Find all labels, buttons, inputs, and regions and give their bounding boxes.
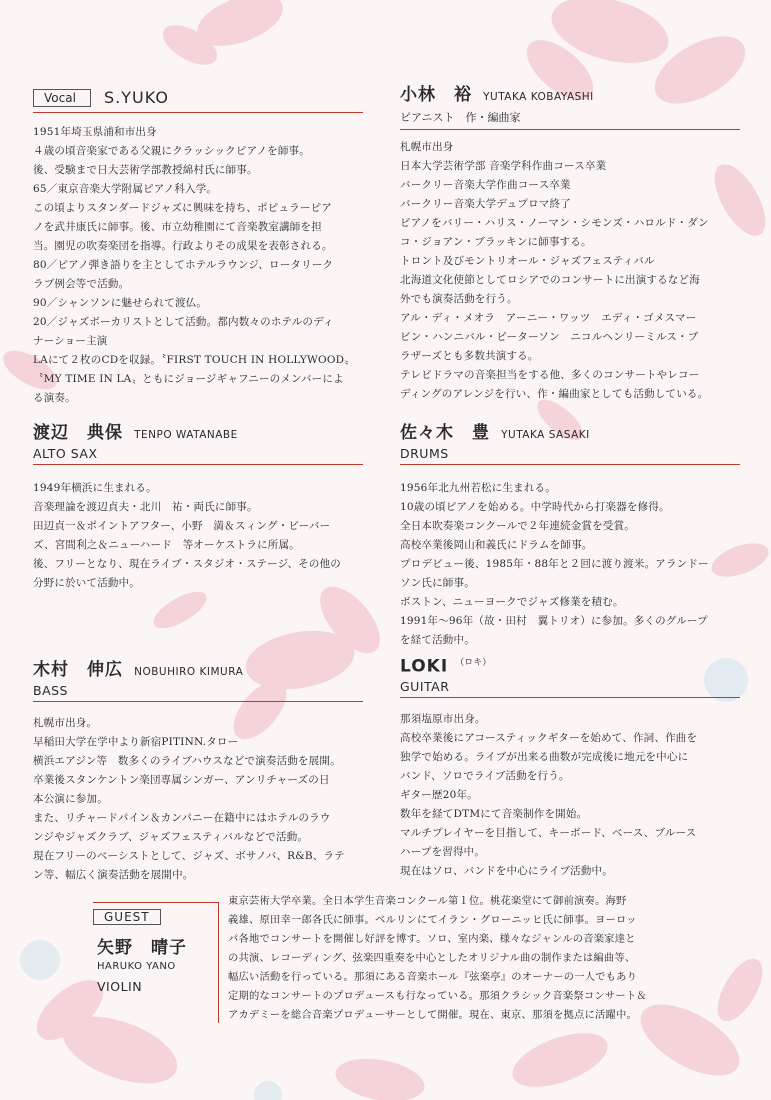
bio-line: 90／シャンソンに魅せられて渡仏。 <box>33 297 208 309</box>
bio-line: バークリー音楽大学デュプロマ終了 <box>400 198 571 210</box>
performer-roman-name: TENPO WATANABE <box>134 429 238 441</box>
performer-name: LOKI <box>400 656 449 677</box>
bio-line: ピアノをバリー・ハリス・ノーマン・シモンズ・ハロルド・ダン <box>400 217 709 229</box>
bio <box>400 710 740 881</box>
bio-line: パ各地でコンサートを開催し好評を博す。ソロ、室内楽、様々なジャンルの音楽家達と <box>228 933 636 945</box>
performer-name: 小林 裕 <box>400 85 472 105</box>
performer-role: ピアニスト 作・編曲家 <box>400 111 521 124</box>
bio-line: ンジやジャズクラブ、ジャズフェスティバルなどで活動。 <box>33 831 309 843</box>
section-sasaki <box>400 418 740 650</box>
bio-line: 札幌市出身 <box>400 141 454 153</box>
bio-line: 後、フリーとなり、現在ライブ・スタジオ・ステージ、その他の <box>33 558 341 570</box>
bio-line: 北海道文化使節としてロシアでのコンサートに出演するなど海 <box>400 274 700 286</box>
bio-line: ナーショー主演 <box>33 335 108 347</box>
bio-line: トロント及びモントリオール・ジャズフェスティバル <box>400 255 655 267</box>
bio-line: ４歳の頃音楽家である父親にクラッシックピアノを師事。 <box>33 145 310 157</box>
bio-line: 65／東京音楽大学附属ピアノ科入学。 <box>33 183 218 195</box>
section-header <box>33 88 363 113</box>
bio-line: ボストン、ニューヨークでジャズ修業を積む。 <box>400 596 624 608</box>
performer-role: ALTO SAX <box>33 446 98 461</box>
bio-line: を経て活動中。 <box>400 634 475 646</box>
bio-line: の共演、レコーディング、弦楽四重奏を中心としたオリジナル曲の制作または編曲等、 <box>228 952 636 964</box>
section-loki <box>400 655 740 881</box>
bio-line: 分野に於いて活動中。 <box>33 577 140 589</box>
bio-line: 横浜エアジン等 数多くのライブハウスなどで演奏活動を展開。 <box>33 755 341 767</box>
section-kimura <box>33 655 363 885</box>
bio-line: 札幌市出身。 <box>33 717 98 729</box>
section-header <box>400 655 740 698</box>
bio-line: ン等、幅広く演奏活動を展開中。 <box>33 869 194 881</box>
bio-line: ソン氏に師事。 <box>400 577 475 589</box>
bio-line: 20／ジャズボーカリストとして活動。都内数々のホテルのディ <box>33 316 334 328</box>
bio-line: 当。園児の吹奏楽団を指導。行政よりその成果を表彰される。 <box>33 240 333 252</box>
section-watanabe <box>33 418 363 593</box>
performer-roman-name: YUTAKA KOBAYASHI <box>483 91 594 103</box>
bio-line: 後、受験まで日大芸術学部教授綿村氏に師事。 <box>33 164 258 176</box>
performer-name: 木村 伸広 <box>33 660 123 680</box>
performer-role: DRUMS <box>400 446 449 461</box>
bio-line: 全日本吹奏楽コンクールで２年連続金賞を受賞。 <box>400 520 635 532</box>
bio-line: 1991年〜96年（故・田村 翼トリオ）に参加。多くのグループ <box>400 615 708 627</box>
bio-line: ディングのアレンジを行い、作・編曲家としても活動している。 <box>400 388 709 400</box>
performer-ruby: （ロキ） <box>455 658 492 668</box>
performer-name: 矢野 晴子 <box>97 938 187 958</box>
bio-line: 〝MY TIME IN LA〟ともにジョージギャフニーのメンバーによ <box>33 373 344 385</box>
section-guest <box>93 892 733 1022</box>
bio <box>228 892 647 1025</box>
performer-name: 渡辺 典保 <box>33 423 123 443</box>
performer-roman-name: YUTAKA SASAKI <box>501 429 590 441</box>
section-vocal <box>33 88 363 408</box>
bio <box>33 479 363 593</box>
bio-line: る演奏。 <box>33 392 76 404</box>
performer-name: 佐々木 豊 <box>400 423 490 443</box>
section-kobayashi <box>400 80 740 404</box>
bio-line: ノを武井康氏に師事。後、市立幼稚園にて音楽教室講師を担 <box>33 221 322 233</box>
bio-line: 現在はソロ、バンドを中心にライブ活動中。 <box>400 865 613 878</box>
bio-line: 義雄、原田幸一郎各氏に師事。ベルリンにてイラン・グローニッヒ氏に師事。ヨーロッ <box>228 914 637 926</box>
bio-line: アカデミーを総合音楽プロデューサーとして開催。現在、東京、那須を拠点に活躍中。 <box>228 1009 637 1021</box>
bio-line: 1949年横浜に生まれる。 <box>33 482 157 494</box>
bio-line: 80／ピアノ弾き語りを主としてホテルラウンジ、ロータリーク <box>33 259 334 271</box>
bio <box>33 123 363 408</box>
bio-line: ラザーズとも多数共演する。 <box>400 350 539 362</box>
bio-line: ビン・ハンニバル・ピーターソン ニコルヘンリーミルス・ブ <box>400 331 699 343</box>
bio-line: ズ、宮間利之＆ニューハード 等オーケストラに所属。 <box>33 539 300 551</box>
bio-line: 日本大学芸術学部 音楽学科作曲コース卒業 <box>400 160 607 172</box>
bio-line: 独学で始める。ライブが出来る曲数が完成後に地元を中心に <box>400 751 689 764</box>
bio-line: ラブ例会等で活動。 <box>33 278 130 290</box>
section-header <box>33 418 363 465</box>
section-header <box>400 80 740 130</box>
bio-line: また、リチャードパイン＆カンパニー在籍中にはホテルのラウ <box>33 812 331 824</box>
vocal-badge: Vocal <box>33 89 91 107</box>
bio-line: コ・ジョアン・ブラッキンに師事する。 <box>400 236 592 248</box>
bio-line: テレビドラマの音楽担当をする他、多くのコンサートやレコー <box>400 369 700 381</box>
bio-line: バンド、ソロでライブ活動を行う。 <box>400 770 570 783</box>
performer-roman-name: HARUKO YANO <box>97 961 176 972</box>
bio-line: 1956年北九州若松に生まれる。 <box>400 482 556 494</box>
bio-line: 早稲田大学在学中より新宿PITINN.タロー <box>33 736 239 748</box>
bio-line: ギター歴20年。 <box>400 789 478 802</box>
bio-line: 定期的なコンサートのプロデュースも行なっている。那須クラシック音楽祭コンサート＆ <box>228 990 647 1002</box>
guest-header-column <box>93 902 219 1023</box>
guest-badge: GUEST <box>93 909 161 925</box>
section-header <box>33 655 363 702</box>
performer-roman-name: NOBUHIRO KIMURA <box>134 666 244 678</box>
bio-line: 高校卒業後にアコースティックギターを始めて、作詞、作曲を <box>400 732 698 745</box>
bio-line: 卒業後スタンケントン楽団専属シンガー、アンリチャーズの日 <box>33 774 330 786</box>
bio-line: ハープを習得中。 <box>400 846 486 859</box>
bio <box>400 479 740 650</box>
section-header <box>400 418 740 465</box>
bio-line: 田辺貞一＆ポイントアフター、小野 満＆スィング・ビーバー <box>33 520 331 532</box>
bio-line: 那須塩原市出身。 <box>400 713 486 726</box>
bio-line: LAにて２枚のCDを収録。〝FIRST TOUCH IN HOLLYWOOD〟 <box>33 354 355 366</box>
bio-line: バークリー音楽大学作曲コース卒業 <box>400 179 571 191</box>
bio-line: 現在フリーのベーシストとして、ジャズ、ボサノバ、R&B、ラテ <box>33 850 345 862</box>
bio-line: 外でも演奏活動を行う。 <box>400 293 518 305</box>
bio-line: 高校卒業後岡山和義氏にドラムを師事。 <box>400 539 593 551</box>
performer-role: VIOLIN <box>97 979 143 994</box>
bio-line: 幅広い活動を行っている。那須にある音楽ホール『弦楽亭』のオーナーの一人でもあり <box>228 971 638 983</box>
bio-line: アル・ディ・メオラ アーニー・ワッツ エディ・ゴメスマー <box>400 312 697 324</box>
bio <box>400 138 740 404</box>
bio-line: マルチプレイヤーを目指して、キーボード、ベース、ブルース <box>400 827 697 840</box>
bio-line: 1951年埼玉県浦和市出身 <box>33 126 157 138</box>
performer-role: GUITAR <box>400 679 450 695</box>
performer-role: BASS <box>33 683 68 698</box>
bio-line: 数年を経てDTMにて音楽制作を開始。 <box>400 808 588 821</box>
bio-line: プロデビュー後、1985年・88年と２回に渡り渡米。アランドー <box>400 558 709 570</box>
performer-name: S.YUKO <box>104 88 169 107</box>
bio-line: 音楽理論を渡辺貞夫・北川 祐・両氏に師事。 <box>33 501 258 513</box>
bio <box>33 714 363 885</box>
bio-line: この頃よりスタンダードジャズに興味を持ち、ポピュラーピア <box>33 202 332 214</box>
bio-line: 本公演に参加。 <box>33 793 108 805</box>
bio-line: 10歳の頃ピアノを始める。中学時代から打楽器を修得。 <box>400 501 670 513</box>
bio-line: 東京芸術大学卒業。全日本学生音楽コンクール第１位。桃花楽堂にて御前演奏。海野 <box>228 895 627 907</box>
